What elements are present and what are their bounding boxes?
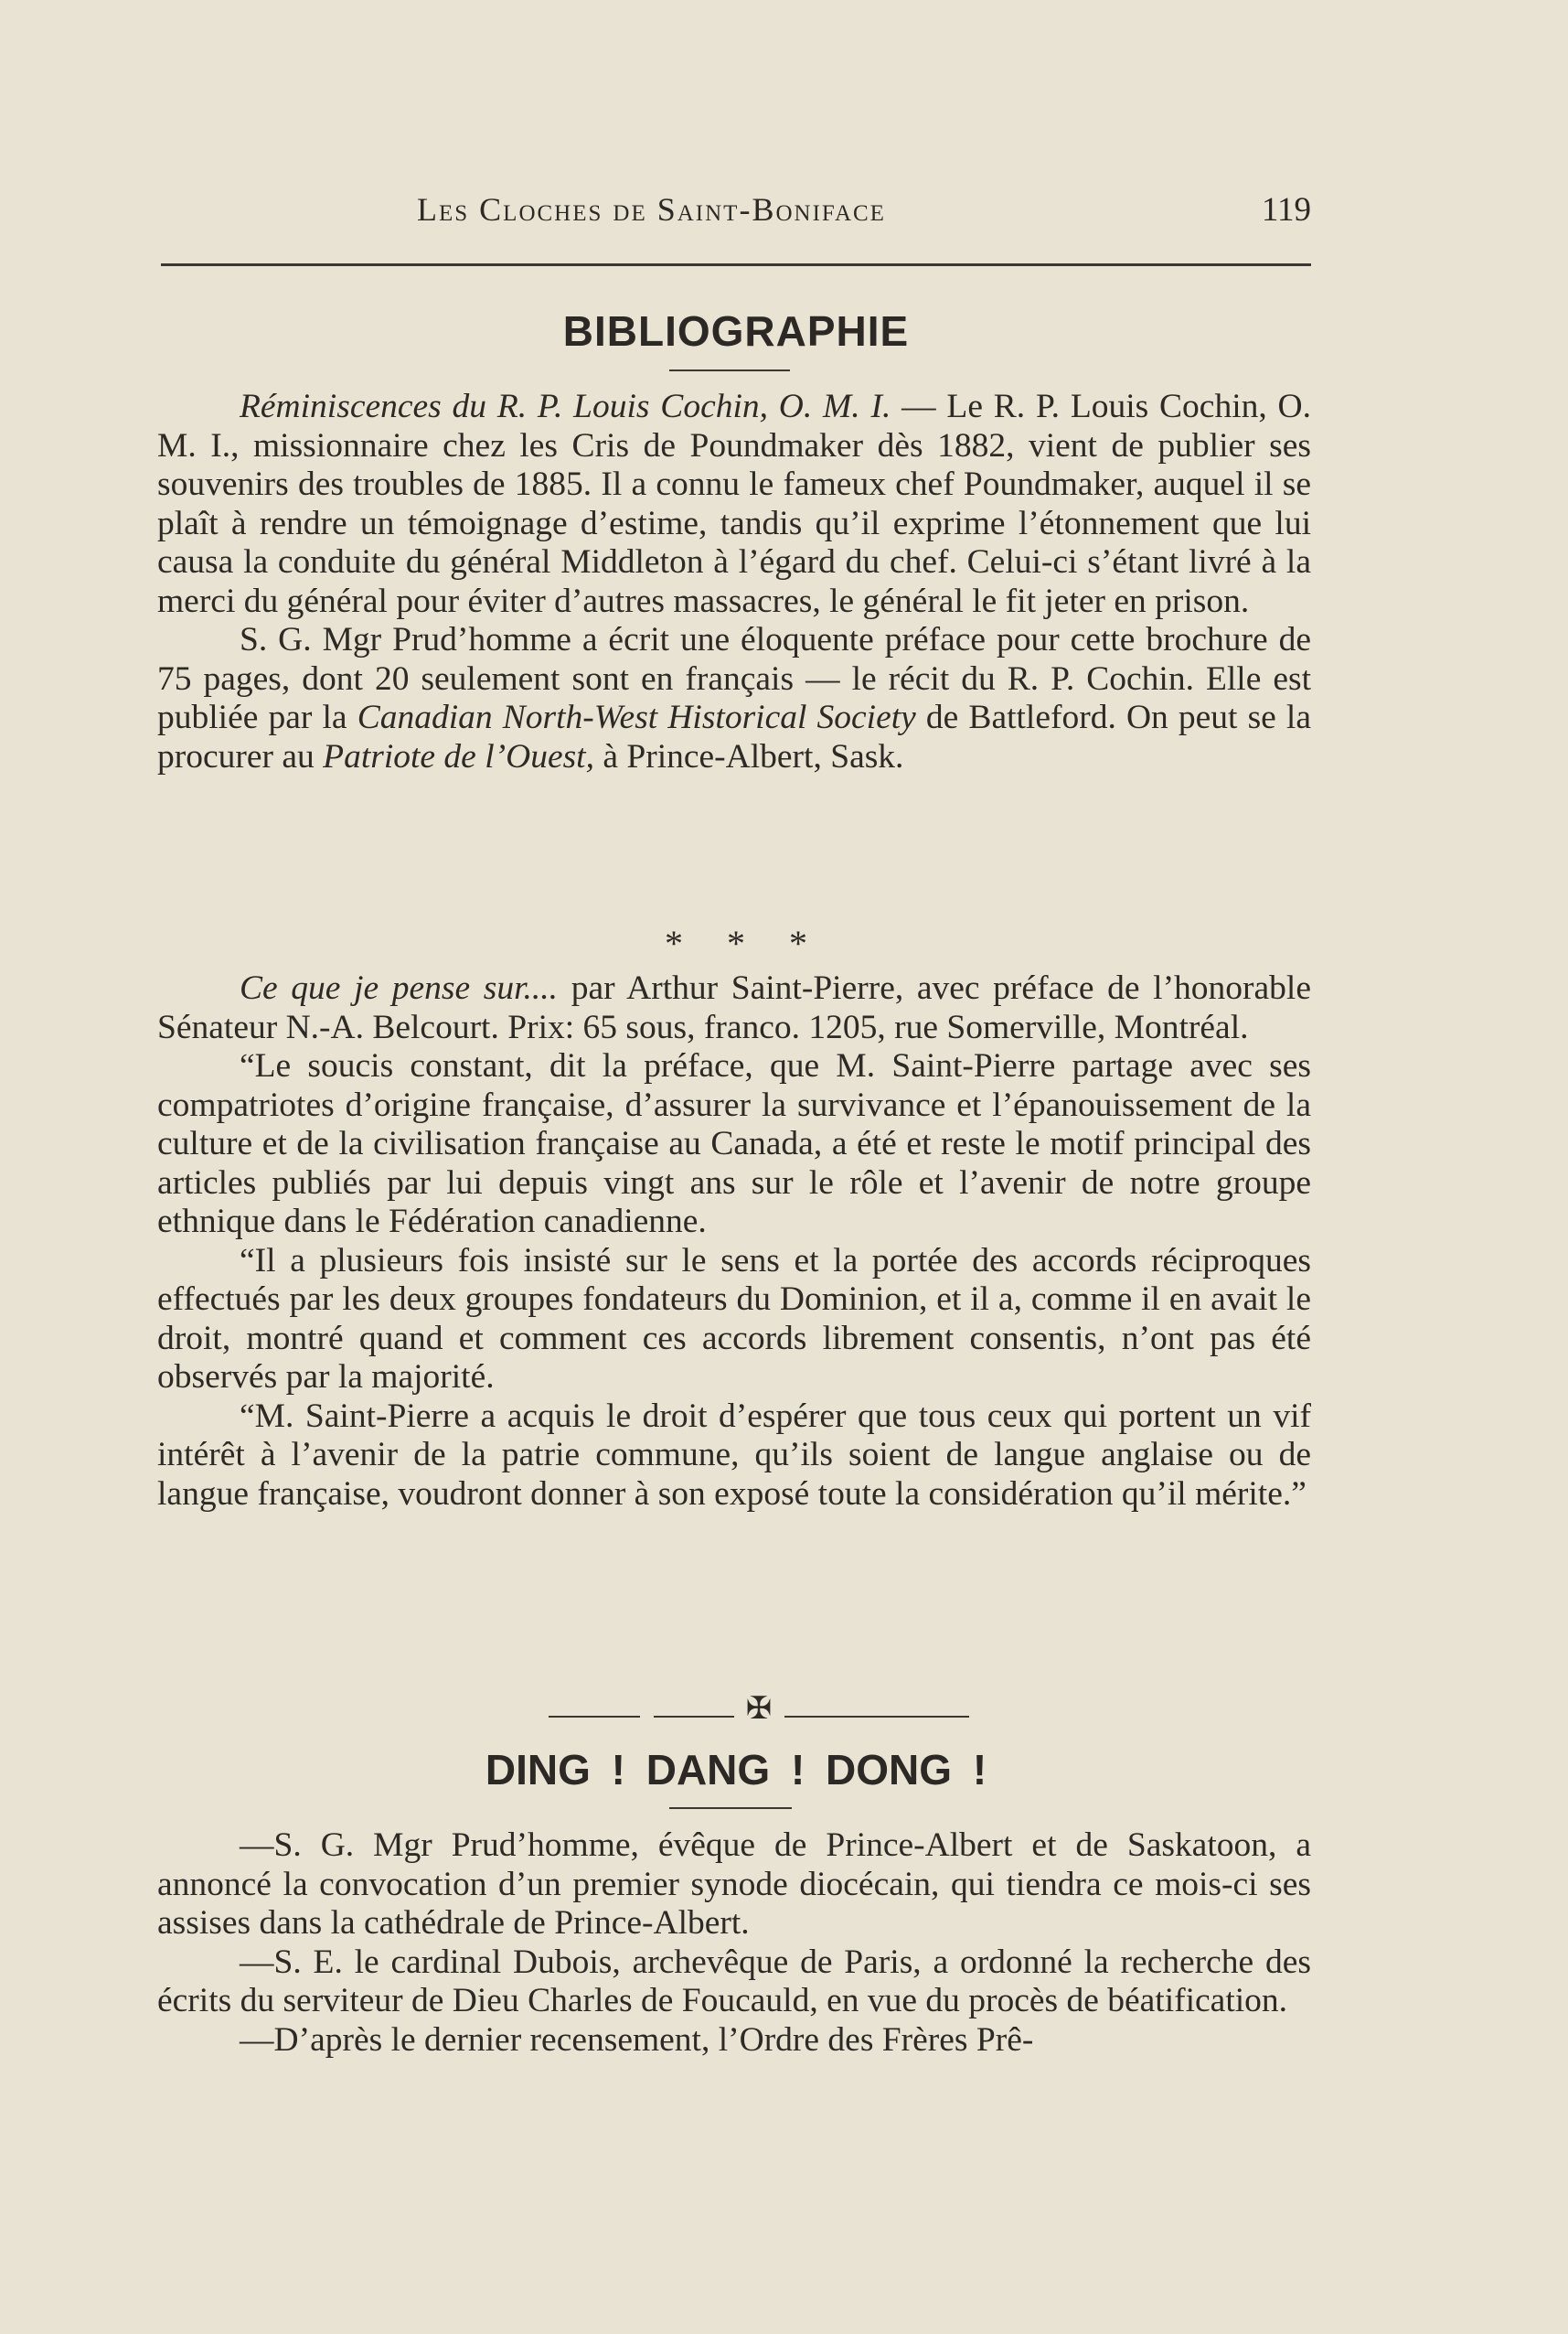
quote-paragraph: “M. Saint-Pierre a acquis le droit d’espérer que tous ceux qui portent un vif intérêt à l’avenir de la patrie commune, qu’ils soient de langue anglaise ou de langue française, voudront donner à son exposé toute la considération qu’il mérite.” <box>157 1397 1311 1513</box>
ornament-line <box>654 1716 734 1718</box>
heading-underline <box>669 369 790 371</box>
book-title: Réminiscences du R. P. Louis Cochin, O. M. I. <box>240 388 891 425</box>
entry-paragraph <box>157 388 1311 621</box>
header-rule <box>161 263 1311 266</box>
running-header <box>161 190 1311 245</box>
page-number: 119 <box>1261 191 1311 229</box>
running-header-title: Les Cloches de Saint-Boniface <box>417 191 886 228</box>
paragraph-text: — Le R. P. Louis Cochin, O. M. I., missionnaire chez les Cris de Poundmaker dès 1882, vient de publier ses souvenirs des troubles de 1885. Il a connu le fameux chef Poundmaker, auquel il se plaît à rendre un témoignage d’estime, tandis qu’il exprime l’étonnement que lui causa la conduite du général Middleton à l’égard du chef. Celui-ci s’étant livré à la merci du général pour éviter d’autres massacres, le général le fit jeter en prison. <box>157 388 1312 620</box>
separator-stars: * * * <box>665 923 807 964</box>
book-title: Ce que je pense sur.... <box>240 969 559 1007</box>
ornament-line <box>784 1716 969 1718</box>
paragraph-text: à Prince-Albert, Sask. <box>593 737 904 776</box>
ornament-line <box>549 1716 640 1718</box>
bibliographie-heading: BIBLIOGRAPHIE <box>562 307 910 355</box>
maltese-cross-icon: ✠ <box>745 1692 773 1726</box>
paragraph-text: S. G. Mgr Prud’homme a écrit une éloquente préface pour cette brochure de 75 pages, dont 20 seulement sont en français — le récit du R. P. Cochin. Elle est publiée par la <box>157 621 1311 736</box>
quote-paragraph: “Il a plusieurs fois insisté sur le sens et la portée des accords réciproques effectués par les deux groupes fondateurs du Dominion, et il a, comme il en avait le droit, montré quand et comment ces accords librement consentis, n’ont pas été observés par la majorité. <box>157 1241 1311 1396</box>
news-item: —D’après le dernier recensement, l’Ordre des Frères Prê- <box>240 2020 1034 2059</box>
bibliography-entry-cochin <box>157 388 1311 776</box>
ding-dang-dong-heading: DING ! DANG ! DONG ! <box>485 1746 987 1793</box>
newspaper-name: Patriote de l’Ouest, <box>323 737 594 776</box>
quote-paragraph: “Le soucis constant, dit la préface, que M. Saint-Pierre partage avec ses compatriotes d’origine française, d’assurer la survivance et l’épanouissement de la culture et de la civilisation française au Canada, a été et reste le motif principal des articles publiés par lui depuis vingt ans sur le rôle et l’avenir de notre groupe ethnique dans le Fédération canadienne. <box>157 1047 1311 1240</box>
news-items <box>157 1826 1311 2060</box>
society-name: Canadian North-West Historical Society <box>357 699 916 736</box>
news-item: —S. G. Mgr Prud’homme, évêque de Prince-Albert et de Saskatoon, a annoncé la convocation d’un premier synode diocécain, qui tiendra ce mois-ci ses assises dans la cathédrale de Prince-Albert. <box>157 1826 1311 1942</box>
section-ornament <box>549 1692 969 1730</box>
paragraph-text: par Arthur Saint-Pierre, avec préface de l’honorable Sénateur N.-A. Belcourt. Prix: 65 sous, franco. 1205, rue Somerville, Montréal. <box>157 969 1311 1046</box>
paragraph-text: de Battleford. On peut se la procurer au <box>157 699 1311 776</box>
news-item: —S. E. le cardinal Dubois, archevêque de Paris, a ordonné la recherche des écrits du serviteur de Dieu Charles de Foucauld, en vue du procès de béatification. <box>157 1943 1311 2019</box>
bibliography-entry-saint-pierre <box>157 969 1311 1514</box>
heading-underline <box>669 1807 792 1809</box>
entry-paragraph <box>157 969 1311 1047</box>
entry-paragraph <box>157 621 1311 776</box>
